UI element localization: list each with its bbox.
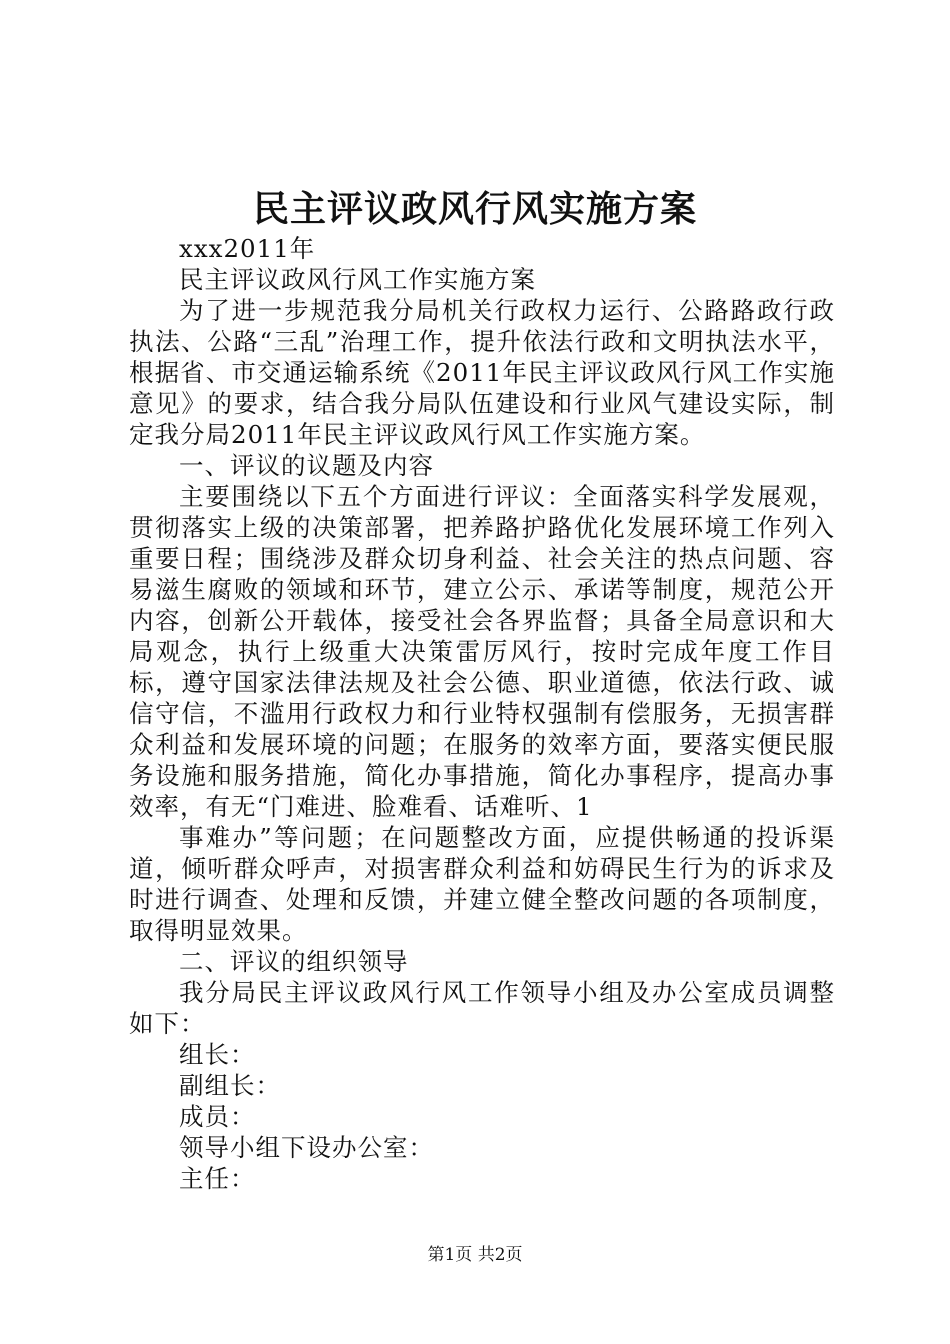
section-heading-1: 一、评议的议题及内容 [179,451,434,480]
page-footer: 第1页 共2页 [427,1245,523,1265]
director-line: 主任： [179,1164,256,1193]
document-title: 民主评议政风行风实施方案 [252,188,697,230]
deputy-leader-line: 副组长： [179,1071,281,1100]
members-line: 成员： [179,1102,256,1131]
leader-line: 组长： [179,1040,256,1069]
paragraph-subtitle: 民主评议政风行风工作实施方案 [179,265,536,294]
document-body [129,233,835,1194]
paragraph-leadership-intro: 我分局民主评议政风行风工作领导小组及办公室成员调整如下： [129,978,835,1038]
paragraph-evaluation-content: 主要围绕以下五个方面进行评议：全面落实科学发展观，贯彻落实上级的决策部署，把养路护路优化发展环境工作列入重要日程；围绕涉及群众切身利益、社会关注的热点问题、容易滋生腐败的领域和环节，建立公示、承诺等制度，规范公开内容，创新公开载体，接受社会各界监督；具备全局意识和大局观念，执行上级重大决策雷厉风行，按时完成年度工作目标，遵守国家法律法规及社会公德、职业道德，依法行政、诚信守信，不滥用行政权力和行业特权强制有偿服务，无损害群众利益和发展环境的问题；在服务的效率方面，要落实便民服务设施和服务措施，简化办事措施，简化办事程序，提高办事效率，有无“门难进、脸难看、话难听、1 [129,482,835,821]
section-heading-2: 二、评议的组织领导 [179,947,409,976]
office-line: 领导小组下设办公室： [179,1133,434,1162]
paragraph-evaluation-content-continued: 事难办”等问题；在问题整改方面，应提供畅通的投诉渠道，倾听群众呼声，对损害群众利益和妨碍民生行为的诉求及时进行调查、处理和反馈，并建立健全整改问题的各项制度，取得明显效果。 [129,823,835,945]
paragraph-intro: 为了进一步规范我分局机关行政权力运行、公路路政行政执法、公路“三乱”治理工作，提升依法行政和文明执法水平，根据省、市交通运输系统《2011年民主评议政风行风工作实施意见》的要求，结合我分局队伍建设和行业风气建设实际，制定我分局2011年民主评议政风行风工作实施方案。 [129,296,835,449]
paragraph-date-line: xxx2011年 [179,234,316,263]
